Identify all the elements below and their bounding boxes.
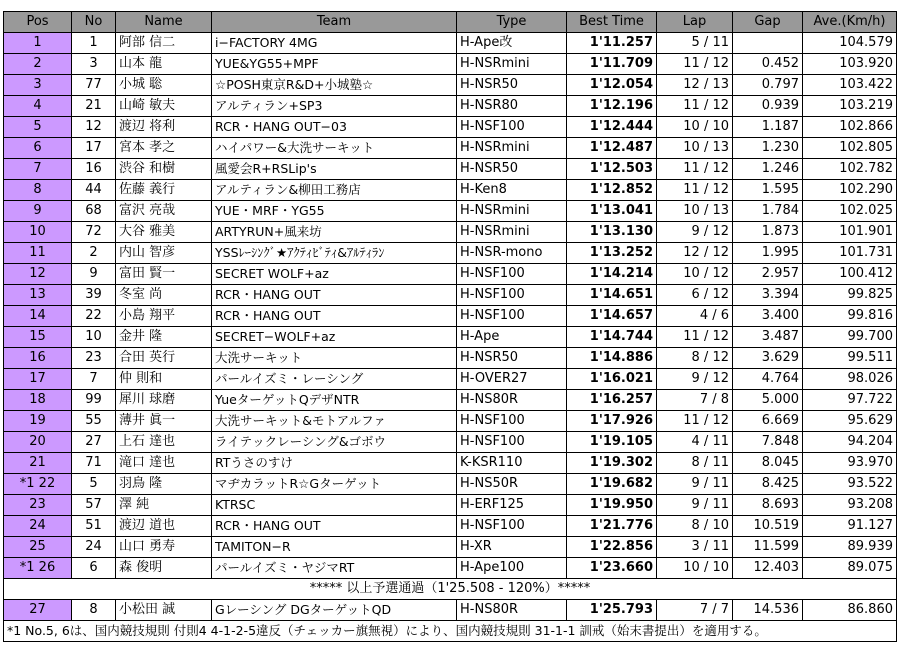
number-cell: 99 [72,390,116,411]
header-row [4,12,897,33]
rider-name-cell: 合田 英行 [116,348,212,369]
lap-cell: 4 / 11 [657,432,733,453]
team-cell: YueターゲットQデザNTR [212,390,457,411]
average-speed-cell: 99.816 [803,306,897,327]
lap-cell: 10 / 13 [657,138,733,159]
lap-cell: 6 / 12 [657,285,733,306]
team-cell: Gレーシング DGターゲットQD [212,600,457,621]
machine-type-cell: H-ERF125 [457,495,567,516]
lap-cell: 8 / 11 [657,453,733,474]
best-time-cell: 1'23.660 [567,558,657,579]
rider-name-cell: 山本 龍 [116,54,212,75]
number-cell: 24 [72,537,116,558]
team-cell: YUE&YG55+MPF [212,54,457,75]
team-cell: マヂカラットR☆Gターゲット [212,474,457,495]
number-cell: 51 [72,516,116,537]
machine-type-cell: H-NSRmini [457,138,567,159]
number-cell: 9 [72,264,116,285]
number-cell: 22 [72,306,116,327]
number-cell: 72 [72,222,116,243]
gap-cell [733,33,803,54]
pos-cell: 8 [4,180,72,201]
table-row [4,390,897,411]
average-speed-cell: 95.629 [803,411,897,432]
lap-cell: 11 / 12 [657,327,733,348]
number-cell: 21 [72,96,116,117]
team-cell: YSSﾚｰｼﾝｸﾞ★ｱｸﾃｨﾋﾞﾃｨ&ｱﾙﾃｨﾗﾝ [212,243,457,264]
number-cell: 6 [72,558,116,579]
team-cell: 風愛会R+RSLip's [212,159,457,180]
team-cell: YUE・MRF・YG55 [212,201,457,222]
rider-name-cell: 小城 聡 [116,75,212,96]
machine-type-cell: H-NSRmini [457,222,567,243]
number-cell: 57 [72,495,116,516]
column-header: Type [457,12,567,33]
pos-cell: 6 [4,138,72,159]
gap-cell: 1.873 [733,222,803,243]
best-time-cell: 1'19.302 [567,453,657,474]
pos-cell: *1 26 [4,558,72,579]
average-speed-cell: 103.920 [803,54,897,75]
machine-type-cell: H-NS80R [457,390,567,411]
column-header: Gap [733,12,803,33]
gap-cell: 10.519 [733,516,803,537]
gap-cell: 1.995 [733,243,803,264]
average-speed-cell: 101.731 [803,243,897,264]
table-row [4,411,897,432]
rider-name-cell: 冬室 尚 [116,285,212,306]
machine-type-cell: H-NSR-mono [457,243,567,264]
machine-type-cell: H-NSF100 [457,432,567,453]
lap-cell: 9 / 11 [657,495,733,516]
number-cell: 39 [72,285,116,306]
number-cell: 2 [72,243,116,264]
rider-name-cell: 金井 隆 [116,327,212,348]
gap-cell: 3.394 [733,285,803,306]
gap-cell: 4.764 [733,369,803,390]
number-cell: 16 [72,159,116,180]
pos-cell: 25 [4,537,72,558]
footnote: *1 No.5, 6は、国内競技規則 付則4 4-1-2-5違反（チェッカー旗無視）により、国内競技規則 31-1-1 訓戒（始末書提出）を適用する。 [4,621,897,642]
qualify-note: ***** 以上予選通過（1'25.508 - 120%）***** [4,579,897,600]
table-row [4,516,897,537]
machine-type-cell: K-KSR110 [457,453,567,474]
table-row [4,54,897,75]
gap-cell: 0.452 [733,54,803,75]
number-cell: 12 [72,117,116,138]
table-row [4,159,897,180]
column-header: Best Time [567,12,657,33]
rider-name-cell: 富沢 亮哉 [116,201,212,222]
lap-cell: 10 / 13 [657,201,733,222]
number-cell: 71 [72,453,116,474]
machine-type-cell: H-NSF100 [457,264,567,285]
lap-cell: 11 / 12 [657,180,733,201]
average-speed-cell: 103.422 [803,75,897,96]
pos-cell: 13 [4,285,72,306]
table-row [4,138,897,159]
number-cell: 44 [72,180,116,201]
team-cell: RCR・HANG OUT [212,516,457,537]
rider-name-cell: 上石 達也 [116,432,212,453]
rider-name-cell: 渋谷 和樹 [116,159,212,180]
column-header: Team [212,12,457,33]
rider-name-cell: 森 俊明 [116,558,212,579]
pos-cell: 10 [4,222,72,243]
best-time-cell: 1'19.682 [567,474,657,495]
pos-cell: 2 [4,54,72,75]
number-cell: 17 [72,138,116,159]
gap-cell: 1.784 [733,201,803,222]
lap-cell: 3 / 11 [657,537,733,558]
average-speed-cell: 99.511 [803,348,897,369]
team-cell: SECRET WOLF+az [212,264,457,285]
gap-cell: 6.669 [733,411,803,432]
pos-cell: 15 [4,327,72,348]
qualify-line-row [4,579,897,600]
pos-cell: 5 [4,117,72,138]
machine-type-cell: H-Ape100 [457,558,567,579]
gap-cell: 5.000 [733,390,803,411]
best-time-cell: 1'13.130 [567,222,657,243]
average-speed-cell: 102.805 [803,138,897,159]
table-row [4,243,897,264]
table-row [4,180,897,201]
table-row [4,432,897,453]
gap-cell: 14.536 [733,600,803,621]
team-cell: パールイズミ・レーシング [212,369,457,390]
team-cell: パールイズミ・ヤジマRT [212,558,457,579]
best-time-cell: 1'16.021 [567,369,657,390]
best-time-cell: 1'19.950 [567,495,657,516]
average-speed-cell: 93.970 [803,453,897,474]
best-time-cell: 1'22.856 [567,537,657,558]
pos-cell: 12 [4,264,72,285]
lap-cell: 8 / 12 [657,348,733,369]
pos-cell: 11 [4,243,72,264]
rider-name-cell: 羽鳥 隆 [116,474,212,495]
table-row [4,285,897,306]
pos-cell: 27 [4,600,72,621]
number-cell: 7 [72,369,116,390]
gap-cell: 8.693 [733,495,803,516]
footnote-row [4,621,897,642]
best-time-cell: 1'21.776 [567,516,657,537]
number-cell: 10 [72,327,116,348]
table-row [4,96,897,117]
average-speed-cell: 99.825 [803,285,897,306]
gap-cell: 0.797 [733,75,803,96]
machine-type-cell: H-NSRmini [457,54,567,75]
column-header: Ave.(Km/h) [803,12,897,33]
table-body [4,33,897,642]
best-time-cell: 1'14.657 [567,306,657,327]
gap-cell: 7.848 [733,432,803,453]
gap-cell: 1.230 [733,138,803,159]
machine-type-cell: H-Ken8 [457,180,567,201]
pos-cell: 14 [4,306,72,327]
rider-name-cell: 薄井 眞一 [116,411,212,432]
pos-cell: *1 22 [4,474,72,495]
best-time-cell: 1'13.041 [567,201,657,222]
number-cell: 68 [72,201,116,222]
pos-cell: 7 [4,159,72,180]
team-cell: KTRSC [212,495,457,516]
pos-cell: 9 [4,201,72,222]
number-cell: 23 [72,348,116,369]
best-time-cell: 1'12.487 [567,138,657,159]
gap-cell: 3.487 [733,327,803,348]
table-row [4,201,897,222]
machine-type-cell: H-OVER27 [457,369,567,390]
lap-cell: 10 / 12 [657,264,733,285]
team-cell: 大洗サーキット&モトアルファ [212,411,457,432]
column-header: Lap [657,12,733,33]
results-table [3,11,897,642]
best-time-cell: 1'12.503 [567,159,657,180]
machine-type-cell: H-NS80R [457,600,567,621]
pos-cell: 21 [4,453,72,474]
rider-name-cell: 滝口 達也 [116,453,212,474]
lap-cell: 10 / 10 [657,558,733,579]
machine-type-cell: H-XR [457,537,567,558]
average-speed-cell: 102.025 [803,201,897,222]
best-time-cell: 1'12.852 [567,180,657,201]
team-cell: 大洗サーキット [212,348,457,369]
gap-cell: 11.599 [733,537,803,558]
lap-cell: 11 / 12 [657,159,733,180]
pos-cell: 3 [4,75,72,96]
lap-cell: 11 / 12 [657,54,733,75]
best-time-cell: 1'25.793 [567,600,657,621]
lap-cell: 12 / 12 [657,243,733,264]
average-speed-cell: 97.722 [803,390,897,411]
lap-cell: 8 / 10 [657,516,733,537]
lap-cell: 5 / 11 [657,33,733,54]
machine-type-cell: H-Ape改 [457,33,567,54]
number-cell: 55 [72,411,116,432]
pos-cell: 16 [4,348,72,369]
table-row [4,558,897,579]
table-row [4,75,897,96]
pos-cell: 19 [4,411,72,432]
table-row [4,453,897,474]
gap-cell: 12.403 [733,558,803,579]
average-speed-cell: 101.901 [803,222,897,243]
average-speed-cell: 98.026 [803,369,897,390]
rider-name-cell: 富田 賢一 [116,264,212,285]
team-cell: RCR・HANG OUT−03 [212,117,457,138]
rider-name-cell: 佐藤 義行 [116,180,212,201]
table-row [4,222,897,243]
table-row [4,306,897,327]
rider-name-cell: 渡辺 将利 [116,117,212,138]
number-cell: 27 [72,432,116,453]
number-cell: 8 [72,600,116,621]
team-cell: ライテックレーシング&ゴボウ [212,432,457,453]
average-speed-cell: 102.782 [803,159,897,180]
team-cell: RCR・HANG OUT [212,306,457,327]
gap-cell: 3.629 [733,348,803,369]
lap-cell: 12 / 13 [657,75,733,96]
machine-type-cell: H-NS50R [457,474,567,495]
gap-cell: 1.595 [733,180,803,201]
machine-type-cell: H-NSR50 [457,348,567,369]
pos-cell: 1 [4,33,72,54]
rider-name-cell: 小島 翔平 [116,306,212,327]
average-speed-cell: 86.860 [803,600,897,621]
column-header: Name [116,12,212,33]
team-cell: ハイパワー&大洗サーキット [212,138,457,159]
machine-type-cell: H-NSF100 [457,285,567,306]
number-cell: 77 [72,75,116,96]
average-speed-cell: 93.208 [803,495,897,516]
machine-type-cell: H-NSR80 [457,96,567,117]
machine-type-cell: H-NSR50 [457,75,567,96]
rider-name-cell: 大谷 雅美 [116,222,212,243]
pos-cell: 24 [4,516,72,537]
machine-type-cell: H-NSR50 [457,159,567,180]
best-time-cell: 1'19.105 [567,432,657,453]
average-speed-cell: 91.127 [803,516,897,537]
average-speed-cell: 102.290 [803,180,897,201]
average-speed-cell: 103.219 [803,96,897,117]
average-speed-cell: 89.939 [803,537,897,558]
best-time-cell: 1'16.257 [567,390,657,411]
team-cell: アルティラン&柳田工務店 [212,180,457,201]
best-time-cell: 1'14.651 [567,285,657,306]
team-cell: SECRET−WOLF+az [212,327,457,348]
number-cell: 1 [72,33,116,54]
best-time-cell: 1'11.709 [567,54,657,75]
best-time-cell: 1'14.886 [567,348,657,369]
rider-name-cell: 渡辺 道也 [116,516,212,537]
team-cell: TAMITON−R [212,537,457,558]
gap-cell: 8.045 [733,453,803,474]
table-row [4,327,897,348]
lap-cell: 4 / 6 [657,306,733,327]
lap-cell: 9 / 12 [657,222,733,243]
rider-name-cell: 仲 則和 [116,369,212,390]
lap-cell: 9 / 12 [657,369,733,390]
pos-cell: 20 [4,432,72,453]
gap-cell: 2.957 [733,264,803,285]
machine-type-cell: H-Ape [457,327,567,348]
average-speed-cell: 104.579 [803,33,897,54]
best-time-cell: 1'14.744 [567,327,657,348]
rider-name-cell: 内山 智彦 [116,243,212,264]
average-speed-cell: 100.412 [803,264,897,285]
table-row [4,495,897,516]
rider-name-cell: 山崎 敏夫 [116,96,212,117]
team-cell: ☆POSH東京R&D+小城塾☆ [212,75,457,96]
number-cell: 5 [72,474,116,495]
best-time-cell: 1'13.252 [567,243,657,264]
best-time-cell: 1'12.444 [567,117,657,138]
lap-cell: 10 / 10 [657,117,733,138]
table-row [4,264,897,285]
lap-cell: 9 / 11 [657,474,733,495]
lap-cell: 11 / 12 [657,96,733,117]
column-header: Pos [4,12,72,33]
team-cell: RCR・HANG OUT [212,285,457,306]
table-row [4,474,897,495]
rider-name-cell: 山口 勇寿 [116,537,212,558]
lap-cell: 7 / 7 [657,600,733,621]
pos-cell: 23 [4,495,72,516]
table-row [4,600,897,621]
table-row [4,348,897,369]
machine-type-cell: H-NSF100 [457,411,567,432]
table-row [4,117,897,138]
rider-name-cell: 犀川 球磨 [116,390,212,411]
best-time-cell: 1'17.926 [567,411,657,432]
best-time-cell: 1'12.196 [567,96,657,117]
table-row [4,33,897,54]
column-header: No [72,12,116,33]
gap-cell: 3.400 [733,306,803,327]
rider-name-cell: 小松田 誠 [116,600,212,621]
gap-cell: 0.939 [733,96,803,117]
pos-cell: 4 [4,96,72,117]
lap-cell: 7 / 8 [657,390,733,411]
average-speed-cell: 99.700 [803,327,897,348]
average-speed-cell: 94.204 [803,432,897,453]
rider-name-cell: 阿部 信二 [116,33,212,54]
best-time-cell: 1'12.054 [567,75,657,96]
average-speed-cell: 89.075 [803,558,897,579]
table-row [4,537,897,558]
rider-name-cell: 澤 純 [116,495,212,516]
team-cell: アルティラン+SP3 [212,96,457,117]
gap-cell: 1.187 [733,117,803,138]
team-cell: RTうさのすけ [212,453,457,474]
team-cell: ARTYRUN+風来坊 [212,222,457,243]
team-cell: i−FACTORY 4MG [212,33,457,54]
number-cell: 3 [72,54,116,75]
machine-type-cell: H-NSF100 [457,516,567,537]
best-time-cell: 1'14.214 [567,264,657,285]
gap-cell: 8.425 [733,474,803,495]
best-time-cell: 1'11.257 [567,33,657,54]
table-row [4,369,897,390]
lap-cell: 11 / 12 [657,411,733,432]
gap-cell: 1.246 [733,159,803,180]
pos-cell: 17 [4,369,72,390]
average-speed-cell: 93.522 [803,474,897,495]
machine-type-cell: H-NSF100 [457,306,567,327]
average-speed-cell: 102.866 [803,117,897,138]
machine-type-cell: H-NSF100 [457,117,567,138]
rider-name-cell: 宮本 孝之 [116,138,212,159]
machine-type-cell: H-NSRmini [457,201,567,222]
pos-cell: 18 [4,390,72,411]
